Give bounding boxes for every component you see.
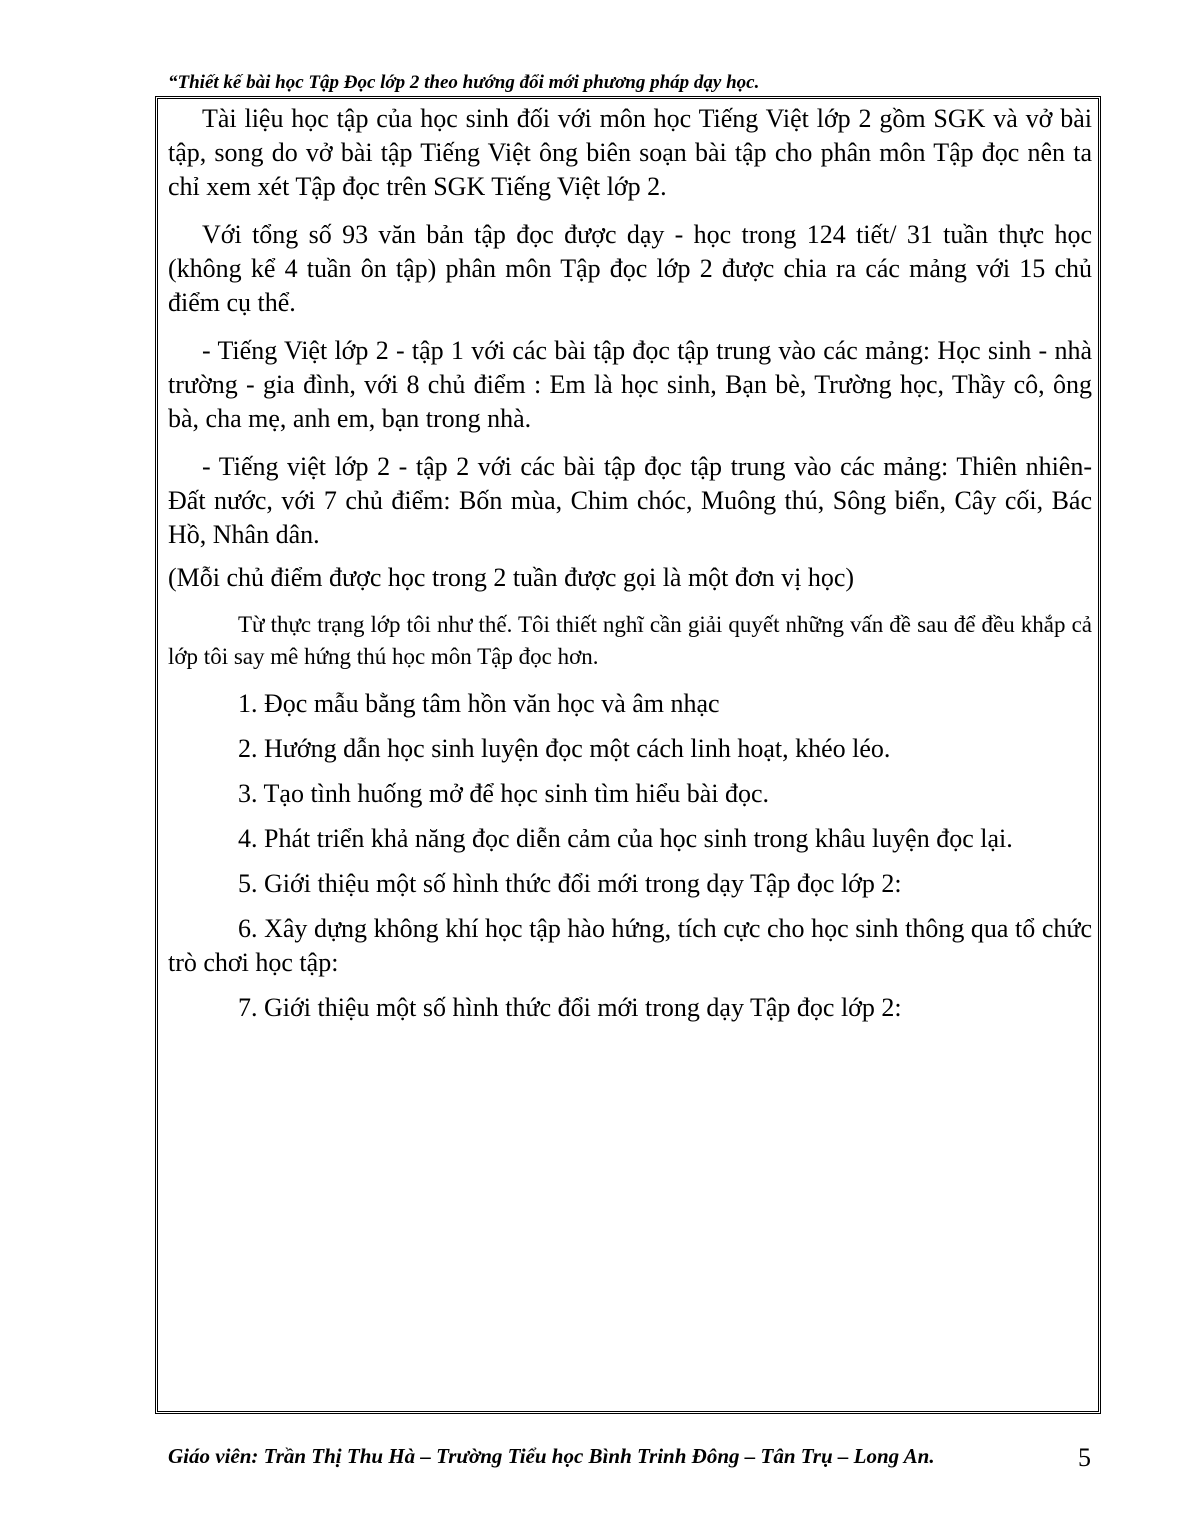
list-item-4: 4. Phát triển khả năng đọc diễn cảm của học sinh trong khâu luyện đọc lại. <box>238 824 1013 853</box>
list-item-3: 3. Tạo tình huống mở để học sinh tìm hiểu bài đọc. <box>238 779 770 808</box>
paragraph-issues-intro: Từ thực trạng lớp tôi như thế. Tôi thiết nghĩ cần giải quyết những vấn đề sau để đều khắp cả lớp tôi say mê hứng thú học môn Tập đọc hơn. <box>168 612 1092 669</box>
list-item-7: 7. Giới thiệu một số hình thức đổi mới trong dạy Tập đọc lớp 2: <box>238 993 902 1022</box>
list-item-6: 6. Xây dựng không khí học tập hào hứng, tích cực cho học sinh thông qua tổ chức trò chơi học tập: <box>168 914 1092 977</box>
paragraph-topic-note: (Mỗi chủ điểm được học trong 2 tuần được gọi là một đơn vị học) <box>168 563 855 592</box>
document-body <box>168 102 1092 1025</box>
page-number: 5 <box>1078 1443 1091 1472</box>
paragraph-volume-1: - Tiếng Việt lớp 2 - tập 1 với các bài tập đọc tập trung vào các mảng: Học sinh - nhà trường - gia đình, với 8 chủ điểm : Em là học sinh, Bạn bè, Trường học, Thầy cô, ông bà, cha mẹ, anh em, bạn trong nhà. <box>168 336 1092 433</box>
paragraph-reading-texts-count: Với tổng số 93 văn bản tập đọc được dạy - học trong 124 tiết/ 31 tuần thực học (không kể 4 tuần ôn tập) phân môn Tập đọc lớp 2 được chia ra các mảng với 15 chủ điểm cụ thể. <box>168 220 1092 317</box>
list-item-1: 1. Đọc mẫu bằng tâm hồn văn học và âm nhạc <box>238 689 720 718</box>
footer-author: Giáo viên: Trần Thị Thu Hà – Trường Tiểu học Bình Trinh Đông – Tân Trụ – Long An. <box>168 1444 935 1468</box>
paragraph-learning-materials: Tài liệu học tập của học sinh đối với môn học Tiếng Việt lớp 2 gồm SGK và vở bài tập, song do vở bài tập Tiếng Việt ông biên soạn bài tập cho phân môn Tập đọc nên ta chỉ xem xét Tập đọc trên SGK Tiếng Việt lớp 2. <box>168 104 1092 201</box>
list-item-2: 2. Hướng dẫn học sinh luyện đọc một cách linh hoạt, khéo léo. <box>238 734 891 763</box>
page-header: “Thiết kế bài học Tập Đọc lớp 2 theo hướng đổi mới phương pháp dạy học. <box>168 72 760 93</box>
paragraph-volume-2: - Tiếng việt lớp 2 - tập 2 với các bài tập đọc tập trung vào các mảng: Thiên nhiên- Đất nước, với 7 chủ điểm: Bốn mùa, Chim chóc, Muông thú, Sông biển, Cây cối, Bác Hồ, Nhân dân. <box>168 452 1092 549</box>
list-item-5: 5. Giới thiệu một số hình thức đổi mới trong dạy Tập đọc lớp 2: <box>238 869 902 898</box>
